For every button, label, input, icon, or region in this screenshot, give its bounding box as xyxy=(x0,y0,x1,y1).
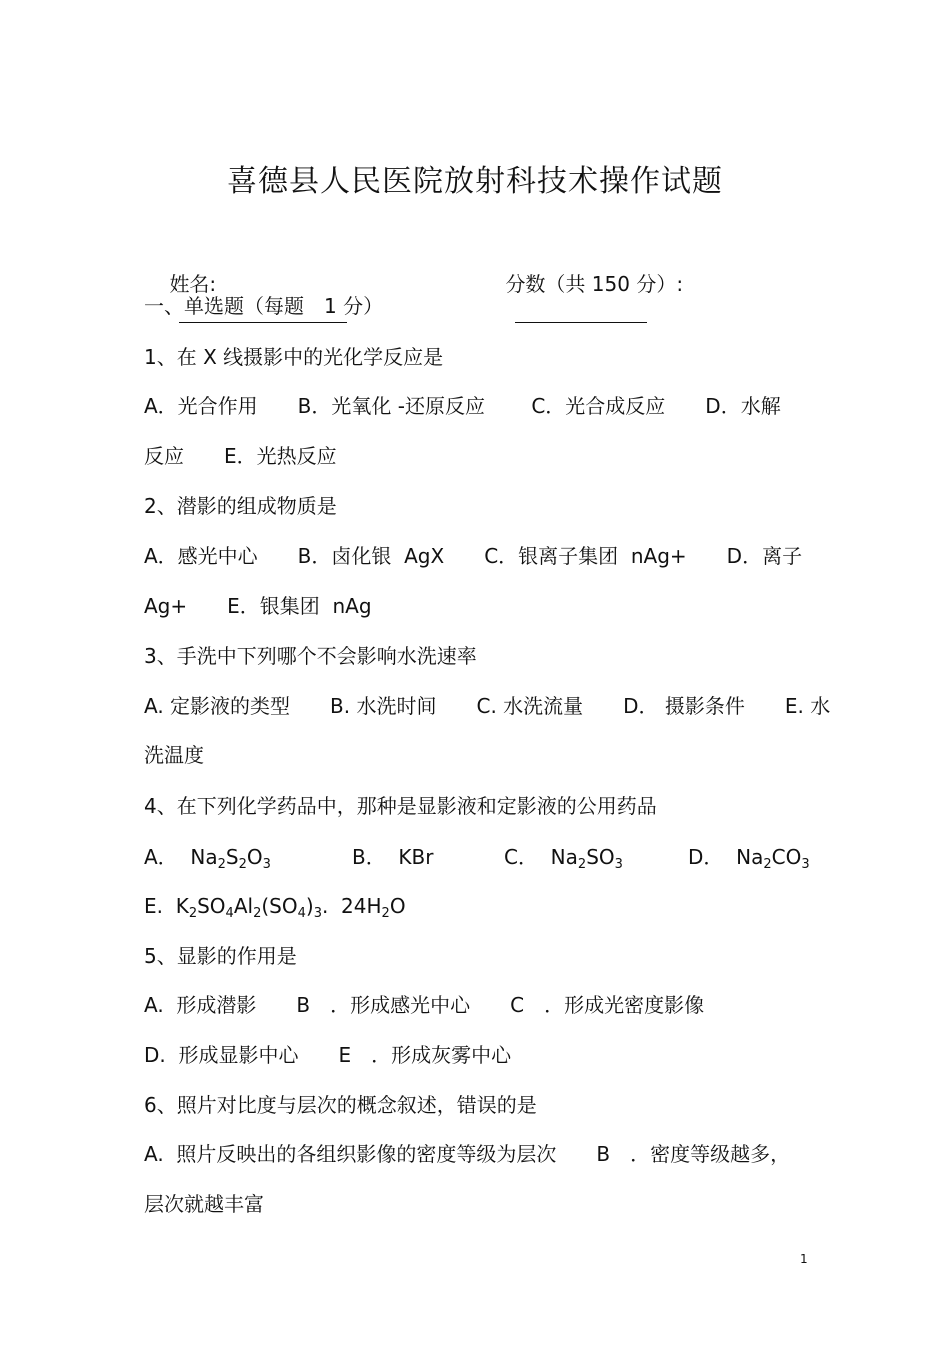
question-1: 1、在 X 线摄影中的光化学反应是 xyxy=(144,345,444,369)
score-line xyxy=(480,242,683,354)
question-6: 6、照片对比度与层次的概念叙述，错误的是 xyxy=(144,1093,537,1117)
question-3: 3、手洗中下列哪个不会影响水洗速率 xyxy=(144,644,477,668)
question-1-options-cont: 反应 E．光热反应 xyxy=(144,444,337,468)
score-blank xyxy=(515,302,647,323)
document-title: 喜德县人民医院放射科技术操作试题 xyxy=(227,164,723,199)
question-1-options: A．光合作用 B．光氧化 -还原反应 C．光合成反应 D．水解 xyxy=(144,394,781,418)
question-5-options-cont: D. 形成显影中心 E ．形成灰雾中心 xyxy=(144,1043,512,1067)
question-2: 2、潜影的组成物质是 xyxy=(144,494,337,518)
name-label: 姓名: xyxy=(169,272,217,296)
question-2-options: A．感光中心 B．卤化银 AgX C．银离子集团 nAg+ D．离子 xyxy=(144,544,803,568)
question-4-option-b: B． KBr xyxy=(352,845,434,869)
page-number: 1 xyxy=(800,1252,808,1266)
section-title: 一、单选题（每题 1 分） xyxy=(144,294,384,318)
question-6-options-cont: 层次就越丰富 xyxy=(144,1192,264,1216)
question-4-option-e: E. $K_2SO_4Al_2(SO_4)_3$. $24H_2O$ xyxy=(144,894,406,921)
question-3-options-cont: 洗温度 xyxy=(144,743,204,767)
question-5: 5、显影的作用是 xyxy=(144,944,297,968)
question-3-options: A. 定影液的类型 B. 水洗时间 C. 水洗流量 D． 摄影条件 E. 水 xyxy=(144,694,831,718)
question-4-option-d: D． $Na_2CO_3$ xyxy=(688,845,810,872)
question-2-options-cont: Ag+ E．银集团 nAg xyxy=(144,594,372,618)
question-4: 4、在下列化学药品中，那种是显影液和定影液的公用药品 xyxy=(144,794,657,818)
question-4-option-c: C． $Na_2SO_3$ xyxy=(504,845,623,872)
question-5-options: A. 形成潜影 B ．形成感光中心 C ．形成光密度影像 xyxy=(144,993,705,1017)
question-4-option-a: A． $Na_2S_2O_3$ xyxy=(144,845,271,872)
score-label: 分数（共 150 分）: xyxy=(505,272,684,296)
question-6-options: A. 照片反映出的各组织影像的密度等级为层次 B ．密度等级越多， xyxy=(144,1142,791,1166)
